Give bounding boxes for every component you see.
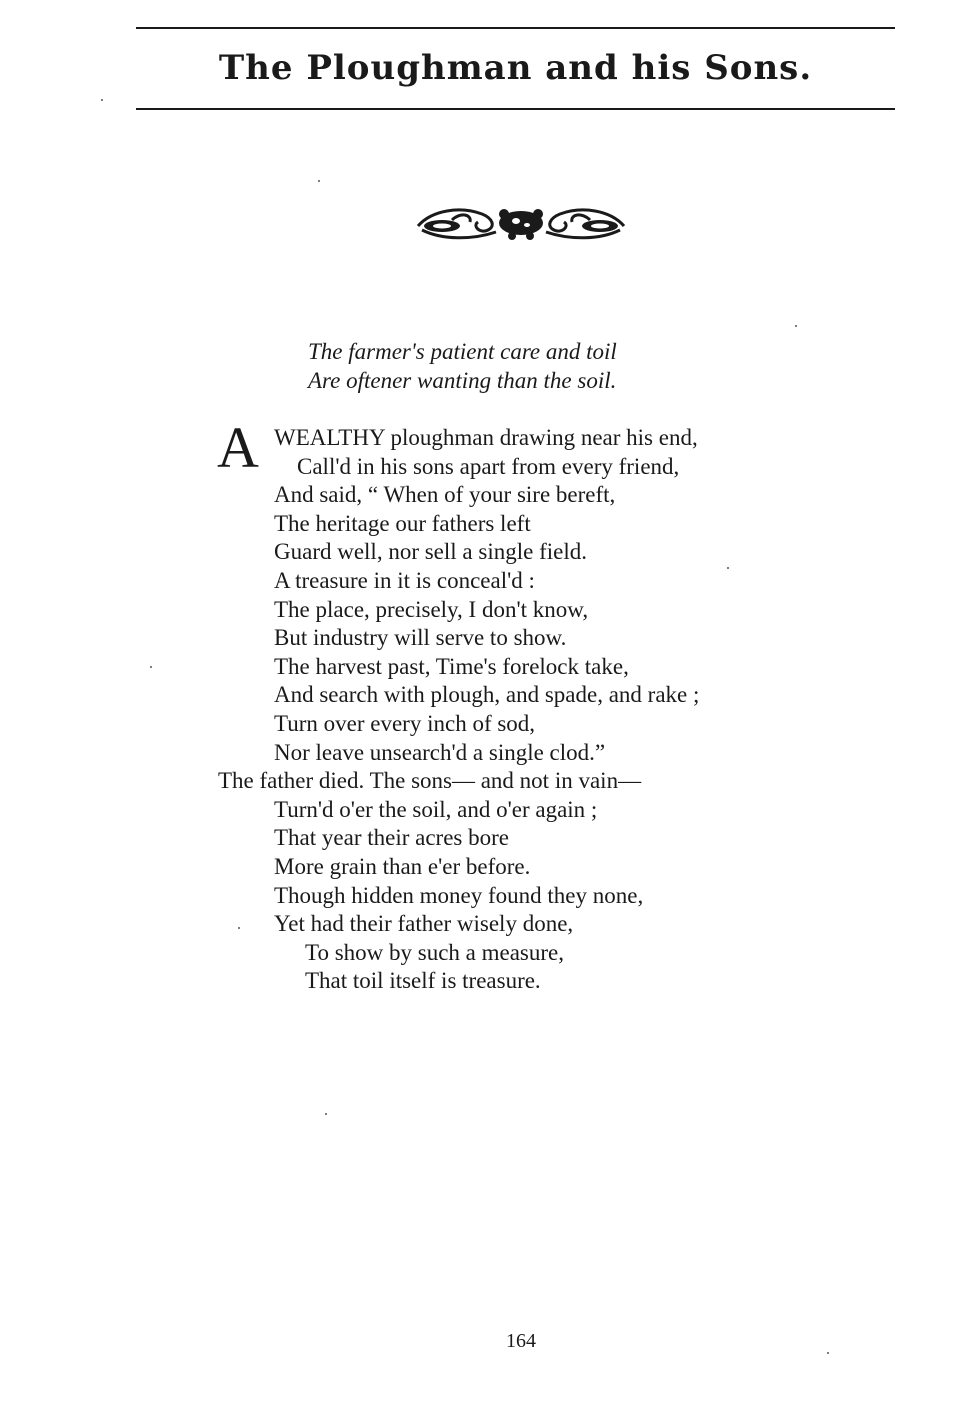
poem-line: The harvest past, Time's forelock take, — [274, 653, 629, 679]
paper-speck — [238, 927, 240, 929]
poem-line: The place, precisely, I don't know, — [274, 596, 589, 622]
paper-speck — [318, 180, 320, 182]
epigraph-line: Are oftener wanting than the soil. — [308, 368, 617, 393]
poem-line: That year their acres bore — [274, 825, 509, 851]
poem-line: And said, “ When of your sire bereft, — [274, 482, 616, 508]
poem-body — [0, 424, 977, 996]
poem-line: Turn over every inch of sod, — [274, 710, 536, 736]
poem-line: More grain than e'er before. — [274, 853, 531, 879]
header-rule-bottom — [136, 108, 895, 110]
page-title: The Ploughman and his Sons. — [218, 48, 813, 88]
poem-line: And search with plough, and spade, and rake ; — [274, 682, 700, 708]
poem-line: The father died. The sons— and not in vain— — [218, 768, 642, 794]
paper-speck — [325, 1113, 327, 1115]
header-rule-top — [136, 27, 895, 29]
paper-speck — [727, 567, 729, 569]
poem-line: Yet had their father wisely done, — [274, 911, 574, 937]
paper-speck — [827, 1352, 829, 1354]
poem-line: Though hidden money found they none, — [274, 882, 644, 908]
poem-line: To show by such a measure, — [305, 939, 564, 965]
poem-line: That toil itself is treasure. — [305, 968, 541, 994]
scroll-ornament-icon — [412, 196, 630, 248]
poem-line: Nor leave unsearch'd a single clod.” — [274, 739, 606, 765]
paper-speck — [795, 325, 797, 327]
epigraph-line: The farmer's patient care and toil — [308, 339, 617, 364]
epigraph — [308, 337, 617, 395]
poem-line: Guard well, nor sell a single field. — [274, 539, 587, 565]
poem-line: Turn'd o'er the soil, and o'er again ; — [274, 796, 598, 822]
poem-line: Call'd in his sons apart from every friend, — [297, 453, 680, 479]
paper-speck — [101, 99, 103, 101]
poem-line: A treasure in it is conceal'd : — [274, 567, 535, 593]
paper-speck — [150, 666, 152, 668]
drop-cap: A — [217, 415, 259, 480]
poem-line: But industry will serve to show. — [274, 625, 567, 651]
poem-line: The heritage our fathers left — [274, 510, 531, 536]
poem-line: WEALTHY ploughman drawing near his end, — [274, 425, 698, 450]
page-number: 164 — [506, 1330, 536, 1352]
